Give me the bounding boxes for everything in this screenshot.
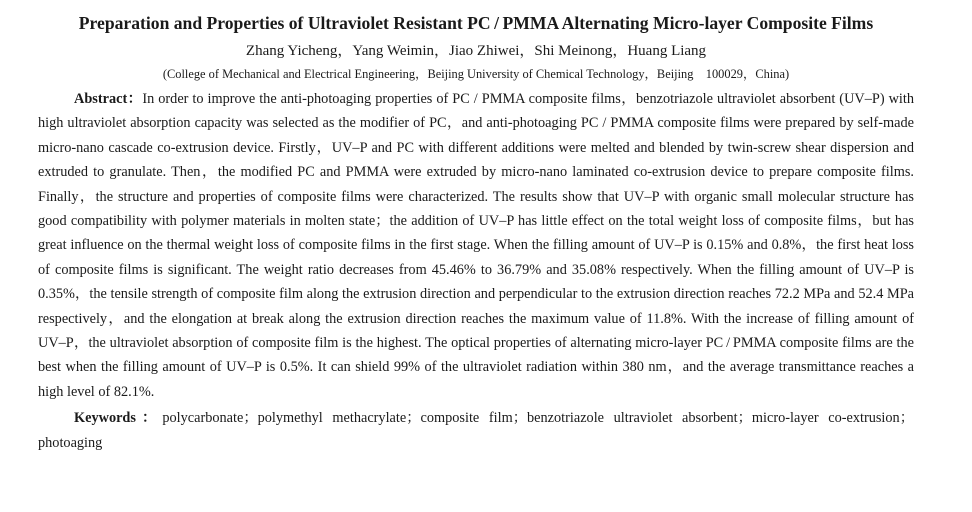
abstract-paragraph: [38, 87, 914, 404]
keywords-paragraph: [38, 406, 914, 455]
keywords-label: Keywords：: [74, 410, 163, 427]
affiliation: (College of Mechanical and Electrical Engineering，Beijing University of Chemical Technology，Beijing 100029，China): [162, 67, 790, 81]
abstract-text: In order to improve the anti-photoaging properties of PC / PMMA composite films，benzotriazole ultraviolet absorbent (UV–P) with high ultraviolet absorption capacity was selected as the modifier of PC，and anti-photoaging PC / PMMA composite films were prepared by self-made micro-nano cascade co-extrusion device. Firstly，UV–P and PC with different additions were melted and blended by twin-screw shear dispersion and extruded to granulate. Then，the modified PC and PMMA were extruded by micro-nano laminated co-extrusion device to prepare composite films. Finally，the structure and properties of composite films were characterized. The results show that UV–P with organic small molecular structure has good compatibility with polymer materials in molten state；the addition of UV–P has little effect on the total weight loss of composite films，but has great influence on the thermal weight loss of composite films in the first stage. When the filling amount of UV–P is 0.15% and 0.8%，the first heat loss of composite films is significant. The weight ratio decreases from 45.46% to 36.79% and 35.08% respectively. When the filling amount of UV–P is 0.35%，the tensile strength of composite film along the extrusion direction and perpendicular to the extrusion direction reaches 72.2 MPa and 52.4 MPa respectively，and the elongation at break along the extrusion direction reaches the maximum value of 11.8%. With the increase of filling amount of UV–P，the ultraviolet absorption of composite film is the highest. The optical properties of alternating micro-layer PC / PMMA composite films are the best when the filling amount of UV–P is 0.5%. It can shield 99% of the ultraviolet radiation within 380 nm，and the average transmittance reaches a high level of 82.1%.: [38, 91, 914, 400]
abstract-label: Abstract：: [74, 91, 143, 107]
paper-title: Preparation and Properties of Ultraviolet Resistant PC / PMMA Alternating Micro-layer Composite Films: [78, 13, 874, 33]
keywords-text: polycarbonate；polymethyl methacrylate；composite film；benzotriazole ultraviolet absorbent；micro-layer co-extrusion；photoaging: [38, 410, 914, 451]
author-list: Zhang Yicheng，Yang Weimin，Jiao Zhiwei，Shi Meinong，Huang Liang: [245, 43, 707, 59]
paper-page: [38, 0, 914, 455]
